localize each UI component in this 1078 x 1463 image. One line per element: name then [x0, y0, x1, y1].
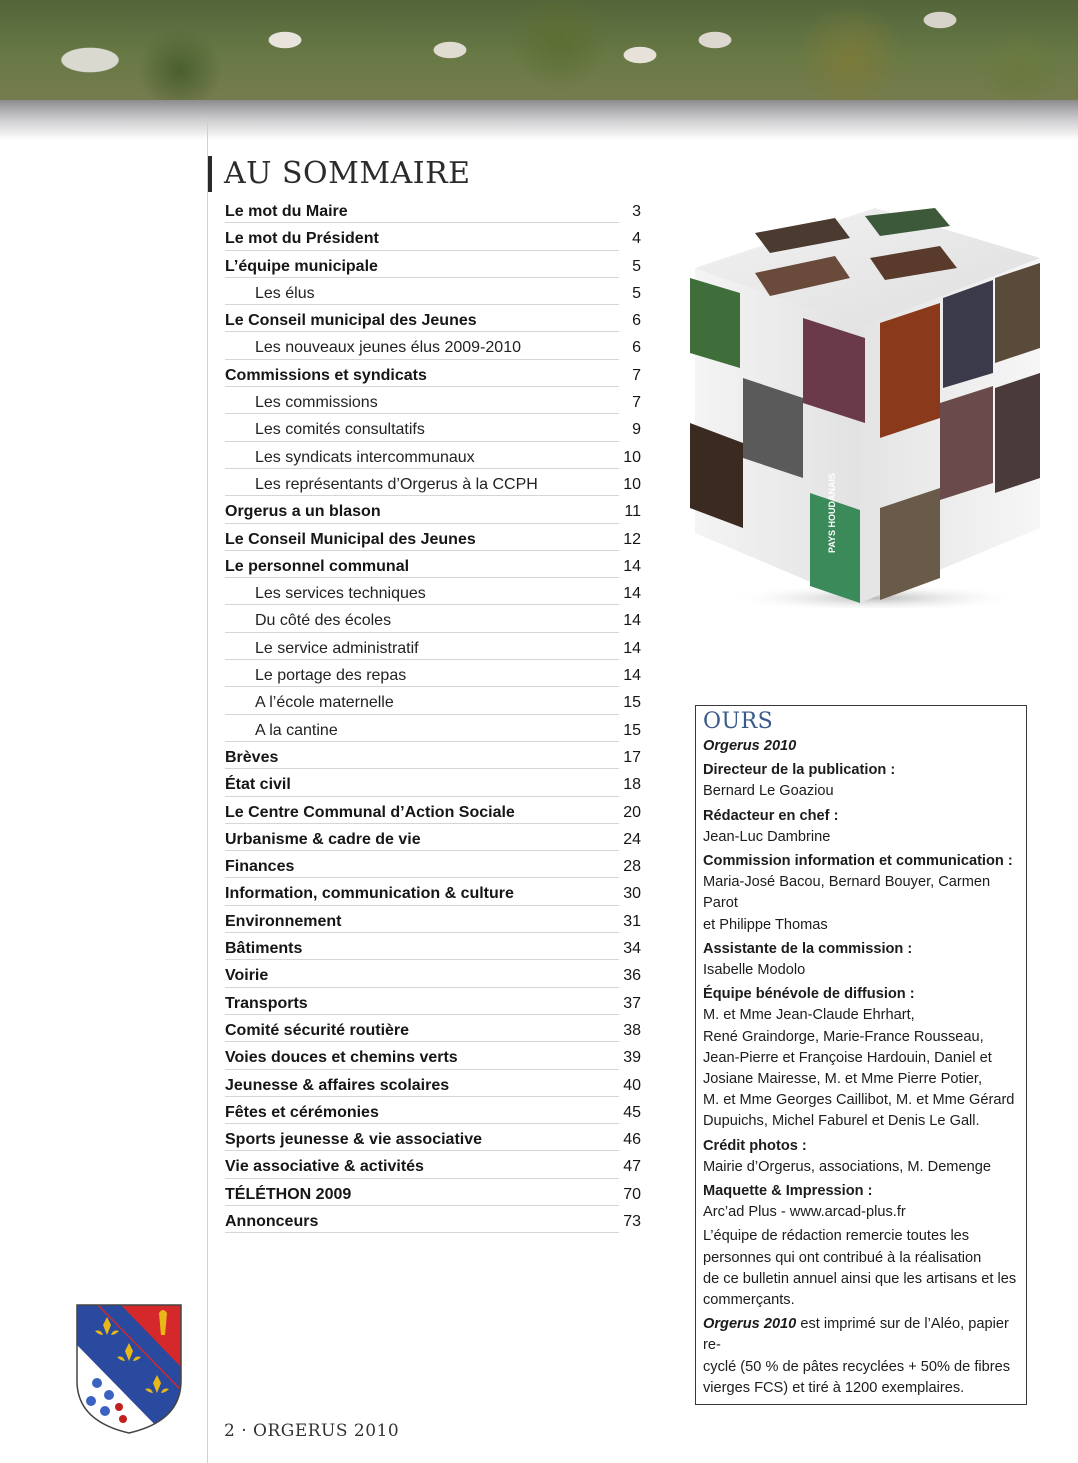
toc-entry-label: Brèves [225, 748, 279, 766]
page-footer: 2 · ORGERUS 2010 [224, 1421, 400, 1441]
thanks-line: L’équipe de rédaction remercie toutes les [703, 1228, 970, 1245]
photos-label: Crédit photos : [703, 1137, 807, 1154]
commission-section [703, 851, 1018, 936]
toc-page-number: 6 [632, 339, 641, 357]
toc-subentry [225, 334, 641, 361]
toc-entry-label: A l’école maternelle [255, 694, 394, 712]
banner-shadow [0, 100, 1078, 140]
toc-page-number: 38 [623, 1021, 641, 1039]
photos-credit: Mairie d’Orgerus, associations, M. Demenge [703, 1158, 991, 1175]
toc-underline [225, 659, 619, 660]
page-title: AU SOMMAIRE [208, 156, 471, 192]
toc-underline [225, 741, 619, 742]
toc-page-number: 3 [632, 203, 641, 220]
toc-underline [225, 359, 619, 360]
toc-entry [225, 253, 641, 280]
toc-underline [225, 768, 619, 769]
toc-entry-label: Bâtiments [225, 940, 303, 958]
toc-underline [225, 1178, 619, 1179]
toc-page-number: 31 [623, 912, 641, 930]
toc-page-number: 7 [632, 366, 641, 384]
toc-underline [225, 632, 619, 633]
toc-underline [225, 441, 619, 442]
toc-underline [225, 1014, 619, 1015]
commission-label: Commission information et communication : [703, 853, 1013, 870]
toc-entry [225, 908, 641, 935]
assistant-name: Isabelle Modolo [703, 962, 806, 979]
toc-page-number: 15 [623, 721, 641, 739]
toc-subentry [225, 635, 641, 662]
toc-entry [225, 1072, 641, 1099]
publication-name: Orgerus 2010 [703, 738, 797, 754]
team-label: Équipe bénévole de diffusion : [703, 986, 915, 1003]
team-section [703, 984, 1018, 1132]
toc-page-number: 5 [632, 257, 641, 275]
toc-page-number: 11 [624, 503, 641, 521]
thanks-line: commerçants. [703, 1292, 795, 1309]
director-label: Directeur de la publication : [703, 762, 896, 779]
toc-subentry [225, 444, 641, 471]
toc-underline [225, 550, 619, 551]
toc-underline [225, 1150, 619, 1151]
toc-entry-label: Le mot du Maire [225, 203, 348, 220]
editor-label: Rédacteur en chef : [703, 807, 839, 824]
toc-page-number: 47 [623, 1158, 641, 1176]
print-line: vierges FCS) et tiré à 1200 exemplaires. [703, 1379, 965, 1396]
toc-page-number: 18 [623, 776, 641, 794]
toc-subentry [225, 580, 641, 607]
print-line: cyclé (50 % de pâtes recyclées + 50% de fibres [703, 1358, 1011, 1375]
toc-entry-label: Urbanisme & cadre de vie [225, 830, 421, 848]
toc-page-number: 9 [632, 421, 641, 439]
toc-underline [225, 1069, 619, 1070]
toc-page-number: 40 [623, 1076, 641, 1094]
team-line: Jean-Pierre et Françoise Hardouin, Daniel et [703, 1049, 992, 1066]
toc-entry [225, 307, 641, 334]
toc-subentry [225, 471, 641, 498]
toc-entry-label: Fêtes et cérémonies [225, 1103, 379, 1121]
team-line: René Graindorge, Marie-France Rousseau, [703, 1028, 984, 1045]
toc-page-number: 70 [623, 1185, 641, 1203]
toc-entry [225, 225, 641, 252]
toc-page-number: 37 [623, 994, 641, 1012]
toc-entry-label: Du côté des écoles [255, 612, 392, 630]
toc-entry [225, 553, 641, 580]
toc-underline [225, 1123, 619, 1124]
toc-entry [225, 826, 641, 853]
toc-entry [225, 362, 641, 389]
toc-entry-label: Les nouveaux jeunes élus 2009-2010 [255, 339, 521, 357]
print-line: est imprimé sur de l’Aléo, papier re- [703, 1316, 1009, 1354]
toc-page-number: 39 [623, 1049, 641, 1067]
toc-underline [225, 495, 619, 496]
toc-entry [225, 771, 641, 798]
toc-page-number: 73 [623, 1212, 641, 1230]
layout-credit: Arc’ad Plus - www.arcad-plus.fr [703, 1204, 906, 1221]
toc-entry [225, 198, 641, 225]
toc-entry [225, 990, 641, 1017]
toc-page-number: 45 [623, 1103, 641, 1121]
toc-underline [225, 1041, 619, 1042]
team-line: Josiane Mairesse, M. et Mme Pierre Potier, [703, 1071, 982, 1088]
print-publication-name: Orgerus 2010 [703, 1316, 797, 1333]
director-name: Bernard Le Goaziou [703, 783, 834, 800]
editor-section [703, 806, 1018, 848]
toc-entry [225, 962, 641, 989]
toc-entry-label: A la cantine [255, 721, 338, 739]
toc-entry-label: État civil [225, 776, 291, 794]
toc-page-number: 7 [632, 394, 641, 412]
toc-underline [225, 277, 619, 278]
toc-entry-label: Les syndicats intercommunaux [255, 448, 475, 466]
commission-line: Maria-José Bacou, Bernard Bouyer, Carmen Parot [703, 874, 991, 912]
toc-underline [225, 905, 619, 906]
toc-page-number: 36 [623, 967, 641, 985]
toc-subentry [225, 607, 641, 634]
toc-entry-label: Jeunesse & affaires scolaires [225, 1076, 450, 1094]
toc-page-number: 15 [623, 694, 641, 712]
toc-entry-label: Transports [225, 994, 308, 1012]
toc-entry [225, 498, 641, 525]
toc-entry-label: Le mot du Président [225, 230, 379, 248]
toc-page-number: 14 [623, 639, 641, 657]
thanks-line: de ce bulletin annuel ainsi que les artisans et les [703, 1270, 1017, 1287]
team-line: Dupuichs, Michel Faburel et Denis Le Gall. [703, 1113, 980, 1130]
toc-underline [225, 796, 619, 797]
photos-section [703, 1136, 1018, 1178]
toc-subentry [225, 389, 641, 416]
toc-entry-label: Voirie [225, 967, 269, 985]
toc-page-number: 20 [623, 803, 641, 821]
toc-page-number: 14 [623, 585, 641, 603]
toc-entry [225, 744, 641, 771]
toc-entry-label: Le Conseil municipal des Jeunes [225, 312, 477, 330]
toc-page-number: 17 [623, 748, 641, 766]
toc-subentry [225, 717, 641, 744]
toc-page-number: 30 [623, 885, 641, 903]
print-paragraph [703, 1314, 1018, 1399]
toc-page-number: 4 [632, 230, 641, 248]
toc-page-number: 14 [623, 557, 641, 575]
toc-underline [225, 1096, 619, 1097]
toc-entry-label: Orgerus a un blason [225, 503, 381, 521]
toc-entry-label: Comité sécurité routière [225, 1021, 410, 1039]
toc-underline [225, 850, 619, 851]
toc-entry [225, 935, 641, 962]
toc-underline [225, 877, 619, 878]
toc-page-number: 12 [623, 530, 641, 548]
toc-entry [225, 1099, 641, 1126]
toc-underline [225, 714, 619, 715]
toc-entry-label: Les élus [255, 284, 315, 302]
toc-subentry [225, 280, 641, 307]
toc-entry-label: Les représentants d’Orgerus à la CCPH [255, 475, 538, 493]
toc-underline [225, 468, 619, 469]
toc-page-number: 28 [623, 858, 641, 876]
toc-page-number: 6 [632, 312, 641, 330]
toc-entry [225, 853, 641, 880]
toc-entry [225, 1181, 641, 1208]
toc-entry [225, 1208, 641, 1235]
toc-underline [225, 604, 619, 605]
assistant-label: Assistante de la commission : [703, 940, 913, 957]
toc-entry [225, 799, 641, 826]
toc-entry-label: TÉLÉTHON 2009 [225, 1185, 352, 1203]
layout-section [703, 1181, 1018, 1223]
toc-subentry [225, 416, 641, 443]
toc-entry-label: Le service administratif [255, 639, 419, 657]
toc-entry-label: L’équipe municipale [225, 257, 378, 275]
toc-entry-label: Finances [225, 858, 295, 876]
toc-underline [225, 250, 619, 251]
team-line: M. et Mme Jean-Claude Ehrhart, [703, 1007, 915, 1024]
toc-page-number: 5 [632, 284, 641, 302]
pays-houdanais-logo-text: PAYS HOUDANAIS [827, 472, 837, 553]
commission-line: et Philippe Thomas [703, 916, 828, 933]
toc-entry [225, 880, 641, 907]
toc-underline [225, 987, 619, 988]
toc-page-number: 14 [623, 667, 641, 685]
toc-underline [225, 823, 619, 824]
toc-entry [225, 1153, 641, 1180]
thanks-paragraph [703, 1226, 1018, 1311]
toc-underline [225, 304, 619, 305]
toc-entry-label: Les commissions [255, 394, 378, 412]
toc-entry-label: Commissions et syndicats [225, 366, 427, 384]
table-of-contents [225, 198, 641, 1235]
toc-underline [225, 523, 619, 524]
toc-subentry [225, 662, 641, 689]
thanks-line: personnes qui ont contribué à la réalisation [703, 1249, 982, 1266]
toc-underline [225, 386, 619, 387]
toc-page-number: 46 [623, 1131, 641, 1149]
toc-entry [225, 1126, 641, 1153]
toc-underline [225, 1232, 619, 1233]
ours-credits-box [695, 705, 1027, 1405]
toc-entry-label: Les services techniques [255, 585, 426, 603]
toc-entry [225, 526, 641, 553]
toc-underline [225, 222, 619, 223]
toc-entry-label: Voies douces et chemins verts [225, 1049, 458, 1067]
photo-cube-illustration [685, 208, 1045, 608]
toc-entry-label: Annonceurs [225, 1212, 319, 1230]
toc-page-number: 10 [623, 475, 641, 493]
editor-name: Jean-Luc Dambrine [703, 828, 831, 845]
toc-entry-label: Vie associative & activités [225, 1158, 424, 1176]
director-section [703, 760, 1018, 802]
toc-entry-label: Sports jeunesse & vie associative [225, 1131, 483, 1149]
ours-title: OURS [703, 709, 774, 734]
toc-underline [225, 1205, 619, 1206]
toc-entry-label: Le Centre Communal d’Action Sociale [225, 803, 515, 821]
toc-underline [225, 577, 619, 578]
left-margin-rule [207, 118, 208, 1463]
toc-page-number: 34 [623, 940, 641, 958]
toc-page-number: 24 [623, 830, 641, 848]
toc-underline [225, 413, 619, 414]
toc-entry-label: Les comités consultatifs [255, 421, 425, 439]
toc-underline [225, 331, 619, 332]
assistant-section [703, 939, 1018, 981]
toc-entry-label: Information, communication & culture [225, 885, 514, 903]
toc-underline [225, 959, 619, 960]
toc-page-number: 14 [623, 612, 641, 630]
toc-entry [225, 1044, 641, 1071]
toc-entry-label: Le Conseil Municipal des Jeunes [225, 530, 476, 548]
toc-entry [225, 1017, 641, 1044]
team-line: M. et Mme Georges Caillibot, M. et Mme Gérard [703, 1092, 1015, 1109]
coat-of-arms-icon [75, 1303, 183, 1435]
toc-underline [225, 686, 619, 687]
toc-entry-label: Environnement [225, 912, 342, 930]
toc-entry-label: Le personnel communal [225, 557, 410, 575]
toc-underline [225, 932, 619, 933]
toc-subentry [225, 689, 641, 716]
layout-label: Maquette & Impression : [703, 1183, 873, 1200]
toc-entry-label: Le portage des repas [255, 667, 407, 685]
toc-page-number: 10 [623, 448, 641, 466]
